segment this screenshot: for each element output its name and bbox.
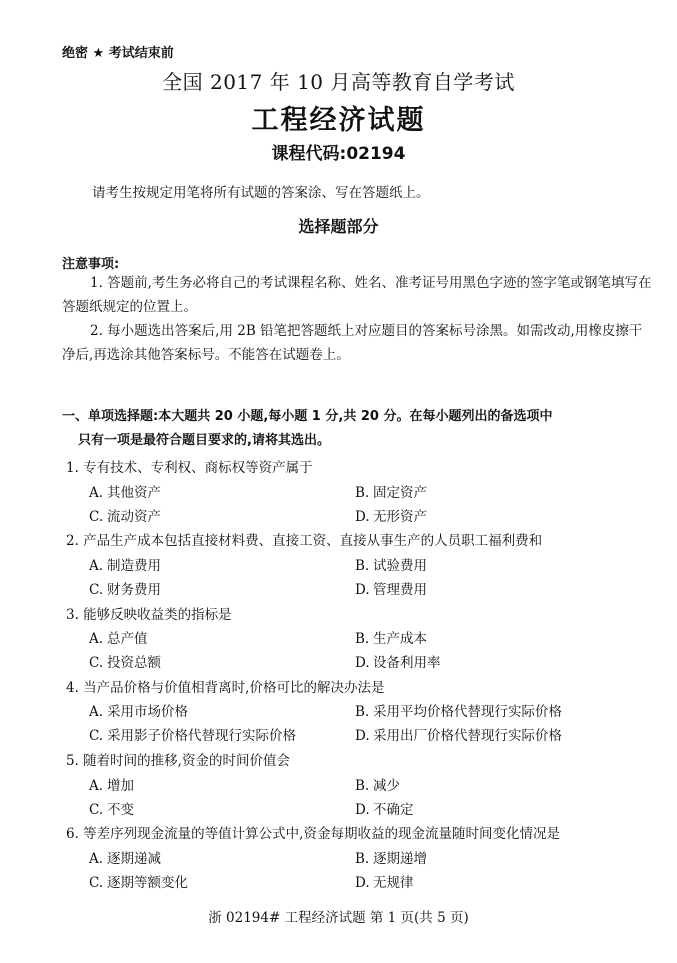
option-letter: D. [355, 509, 370, 525]
option-letter: B. [355, 631, 370, 647]
option-letter: B. [355, 704, 370, 720]
question-1-stem: 1. 专有技术、专利权、商标权等资产属于 [66, 460, 313, 476]
question-4-option-b [355, 700, 562, 720]
option-letter: C. [89, 875, 104, 891]
part-one-heading [62, 405, 652, 453]
option-letter: B. [355, 851, 370, 867]
option-text: 逐期等额变化 [107, 875, 188, 891]
confidential-label: 绝密 ★ 考试结束前 [62, 46, 174, 61]
option-text: 采用出厂价格代替现行实际价格 [373, 728, 562, 744]
question-4-option-a [89, 700, 188, 720]
note-item-1: 1. 答题前,考生务必将自己的考试课程名称、姓名、准考证号用黑色字迹的签字笔或钢笔填写在答题纸规定的位置上。 [62, 275, 652, 315]
question-4-option-d [355, 724, 562, 744]
question-2-option-c [89, 578, 161, 598]
question-4-stem: 4. 当产品价格与价值相背离时,价格可比的解决办法是 [66, 680, 385, 696]
option-text: 总产值 [107, 631, 148, 647]
option-letter: D. [355, 802, 370, 818]
answer-instruction: 请考生按规定用笔将所有试题的答案涂、写在答题纸上。 [92, 185, 430, 201]
question-4-option-c [89, 724, 296, 744]
option-text: 制造费用 [107, 558, 161, 574]
option-letter: A. [89, 778, 104, 794]
question-1-option-b [355, 481, 427, 501]
question-2-option-b [355, 554, 427, 574]
option-text: 不确定 [373, 802, 414, 818]
question-3-stem: 3. 能够反映收益类的指标是 [66, 607, 232, 623]
part-one-heading-line2: 只有一项是最符合题目要求的,请将其选出。 [78, 433, 330, 448]
option-letter: D. [355, 875, 370, 891]
option-text: 逐期递增 [373, 851, 427, 867]
option-letter: D. [355, 582, 370, 598]
option-letter: A. [89, 485, 104, 501]
question-6-option-b [355, 847, 427, 867]
page-footer: 浙 02194# 工程经济试题 第 1 页(共 5 页) [208, 910, 469, 926]
option-letter: C. [89, 802, 104, 818]
option-text: 减少 [373, 778, 400, 794]
option-text: 采用平均价格代替现行实际价格 [373, 704, 562, 720]
question-2-option-d [355, 578, 427, 598]
question-5-stem: 5. 随着时间的推移,资金的时间价值会 [66, 753, 290, 769]
question-1-option-c [89, 505, 161, 525]
option-letter: A. [89, 558, 104, 574]
question-6-option-c [89, 871, 188, 891]
option-text: 采用市场价格 [107, 704, 188, 720]
option-text: 投资总额 [107, 655, 161, 671]
option-letter: A. [89, 631, 104, 647]
question-5-option-b [355, 774, 400, 794]
option-letter: D. [355, 655, 370, 671]
option-text: 不变 [107, 802, 134, 818]
option-letter: B. [355, 558, 370, 574]
option-letter: A. [89, 851, 104, 867]
option-text: 逐期递减 [107, 851, 161, 867]
option-letter: C. [89, 655, 104, 671]
question-1-option-a [89, 481, 161, 501]
option-letter: C. [89, 509, 104, 525]
question-3-option-b [355, 627, 427, 647]
option-letter: D. [355, 728, 370, 744]
option-text: 增加 [107, 778, 134, 794]
note-item-2: 2. 每小题选出答案后,用 2B 铅笔把答题纸上对应题目的答案标号涂黑。如需改动,用橡皮擦干净后,再选涂其他答案标号。不能答在试题卷上。 [62, 323, 643, 363]
question-6-option-d [355, 871, 414, 891]
option-text: 设备利用率 [373, 655, 441, 671]
question-3-option-a [89, 627, 148, 647]
option-text: 固定资产 [373, 485, 427, 501]
question-5-option-c [89, 798, 134, 818]
course-code: 课程代码:02194 [271, 144, 406, 164]
question-3-option-d [355, 651, 441, 671]
option-letter: B. [355, 485, 370, 501]
question-2-stem: 2. 产品生产成本包括直接材料费、直接工资、直接从事生产的人员职工福利费和 [66, 533, 543, 549]
option-letter: A. [89, 704, 104, 720]
option-text: 管理费用 [373, 582, 427, 598]
question-6-stem: 6. 等差序列现金流量的等值计算公式中,资金每期收益的现金流量随时间变化情况是 [66, 826, 560, 842]
part-one-heading-line1: 一、单项选择题:本大题共 20 小题,每小题 1 分,共 20 分。在每小题列出的备选项中 [62, 409, 553, 424]
option-letter: C. [89, 582, 104, 598]
section-title: 选择题部分 [298, 217, 379, 236]
notes-heading: 注意事项: [62, 257, 120, 272]
question-3-option-c [89, 651, 161, 671]
option-text: 无规律 [373, 875, 414, 891]
option-letter: C. [89, 728, 104, 744]
subject-title: 工程经济试题 [251, 105, 426, 136]
option-letter: B. [355, 778, 370, 794]
option-text: 财务费用 [107, 582, 161, 598]
question-5-option-d [355, 798, 414, 818]
option-text: 采用影子价格代替现行实际价格 [107, 728, 296, 744]
question-6-option-a [89, 847, 161, 867]
option-text: 生产成本 [373, 631, 427, 647]
question-5-option-a [89, 774, 134, 794]
option-text: 流动资产 [107, 509, 161, 525]
question-2-option-a [89, 554, 161, 574]
exam-title: 全国 2017 年 10 月高等教育自学考试 [162, 70, 515, 94]
option-text: 试验费用 [373, 558, 427, 574]
option-text: 无形资产 [373, 509, 427, 525]
option-text: 其他资产 [107, 485, 161, 501]
question-1-option-d [355, 505, 427, 525]
